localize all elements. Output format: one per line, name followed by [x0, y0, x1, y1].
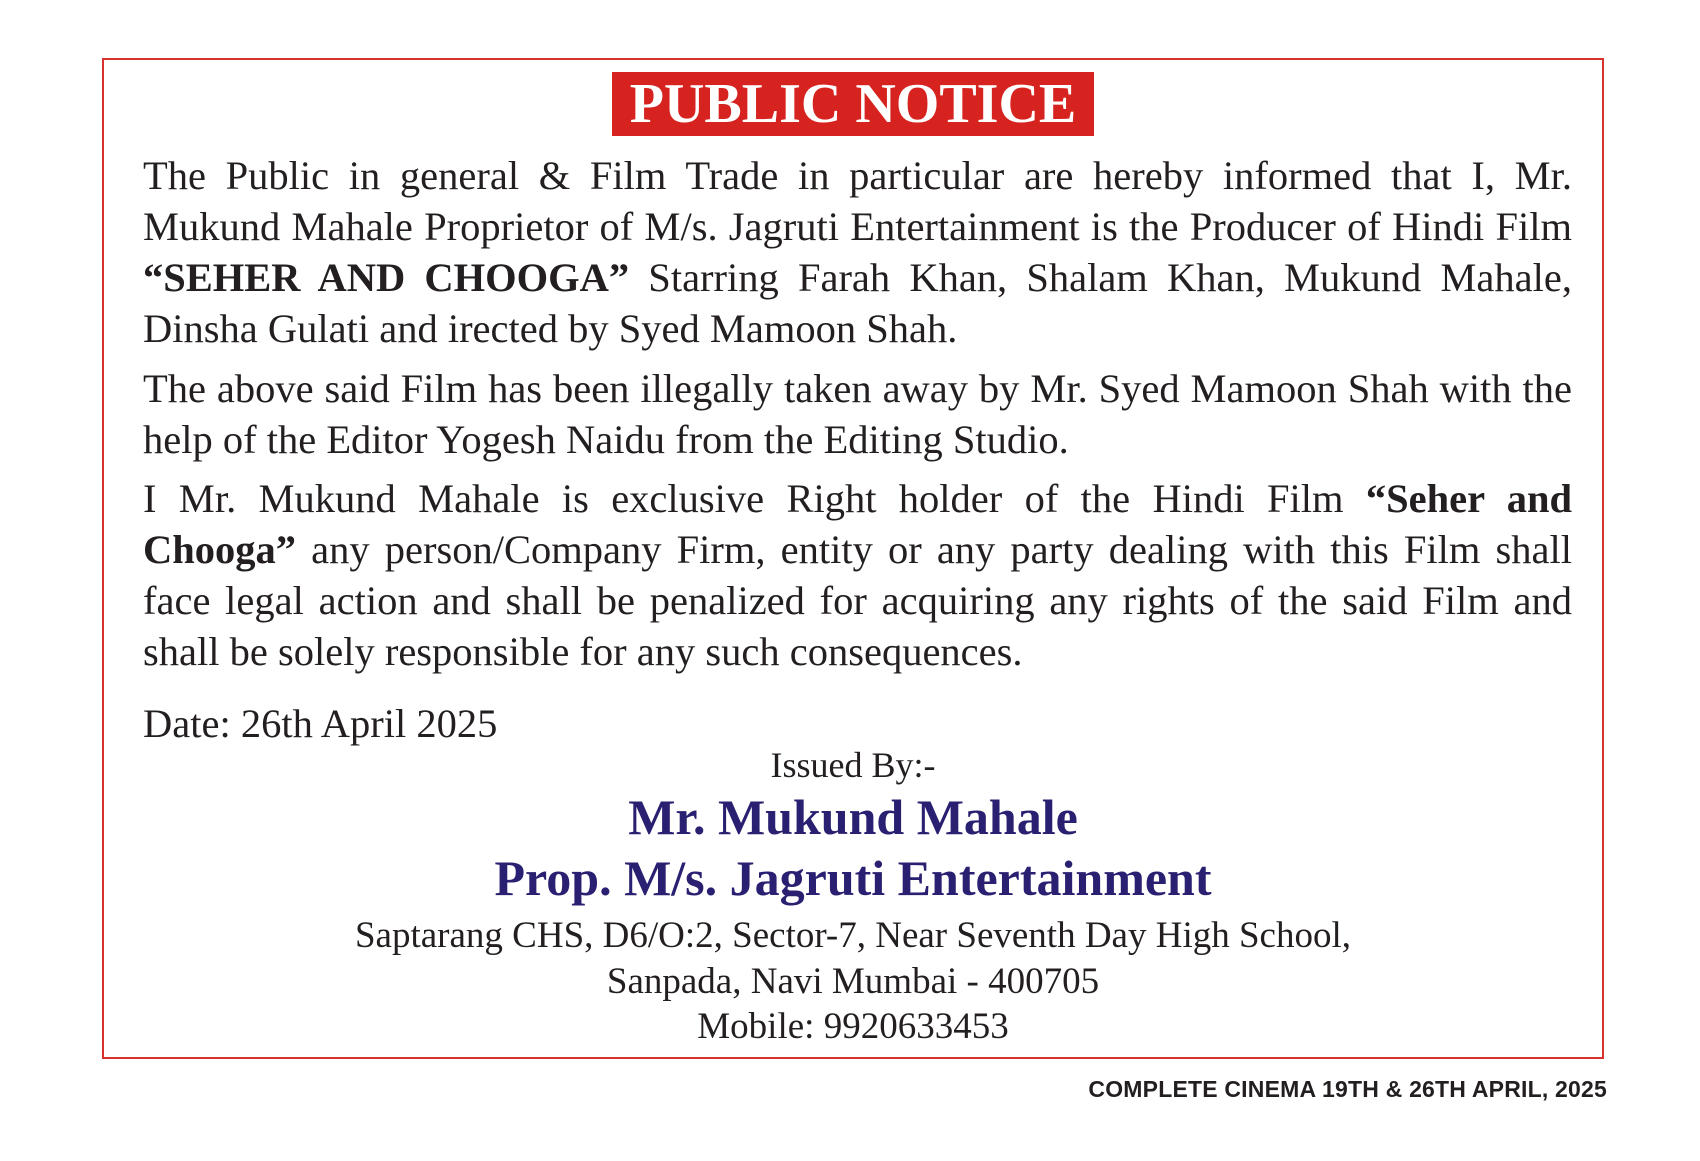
- paragraph-3-text-b: any person/Company Firm, entity or any party dealing with this Film shall face legal action and shall be penalized for acquiring any rights of the said Film and shall be solely responsible for any such consequences.: [143, 527, 1572, 674]
- paragraph-1-text-b: Starring Farah Khan, Shalam Khan, Mukund Mahale, Dinsha Gulati and irected by Syed Mamoon Shah.: [143, 255, 1572, 351]
- issuer-firm: Prop. M/s. Jagruti Entertainment: [494, 850, 1212, 906]
- notice-date: Date: 26th April 2025: [143, 701, 498, 746]
- publication-credit: COMPLETE CINEMA 19TH & 26TH APRIL, 2025: [1088, 1076, 1607, 1102]
- notice-paragraph-1: [143, 150, 1572, 354]
- issued-by-label: Issued By:-: [770, 745, 936, 785]
- paragraph-3-text-a: I Mr. Mukund Mahale is exclusive Right holder of the Hindi Film: [143, 476, 1366, 521]
- paragraph-1-text-a: The Public in general & Film Trade in particular are hereby informed that I, Mr. Mukund Mahale Proprietor of M/s. Jagruti Entertainment is the Producer of Hindi Film: [143, 153, 1572, 249]
- address-line-1: Saptarang CHS, D6/O:2, Sector-7, Near Seventh Day High School,: [354, 915, 1352, 956]
- film-title-caps: “SEHER AND CHOOGA”: [143, 255, 630, 300]
- mobile-number: Mobile: 9920633453: [697, 1006, 1009, 1047]
- public-notice-box: [102, 58, 1604, 1059]
- notice-title-wrap: [104, 72, 1602, 136]
- address-line-2: Sanpada, Navi Mumbai - 400705: [606, 961, 1100, 1002]
- notice-title: PUBLIC NOTICE: [612, 72, 1095, 136]
- notice-paragraph-3: [143, 473, 1572, 677]
- notice-paragraph-2: The above said Film has been illegally taken away by Mr. Syed Mamoon Shah with the help of the Editor Yogesh Naidu from the Editing Studio.: [143, 366, 1572, 462]
- film-title-mixed: “Seher and Chooga”: [143, 476, 1573, 572]
- issuer-name: Mr. Mukund Mahale: [628, 789, 1078, 845]
